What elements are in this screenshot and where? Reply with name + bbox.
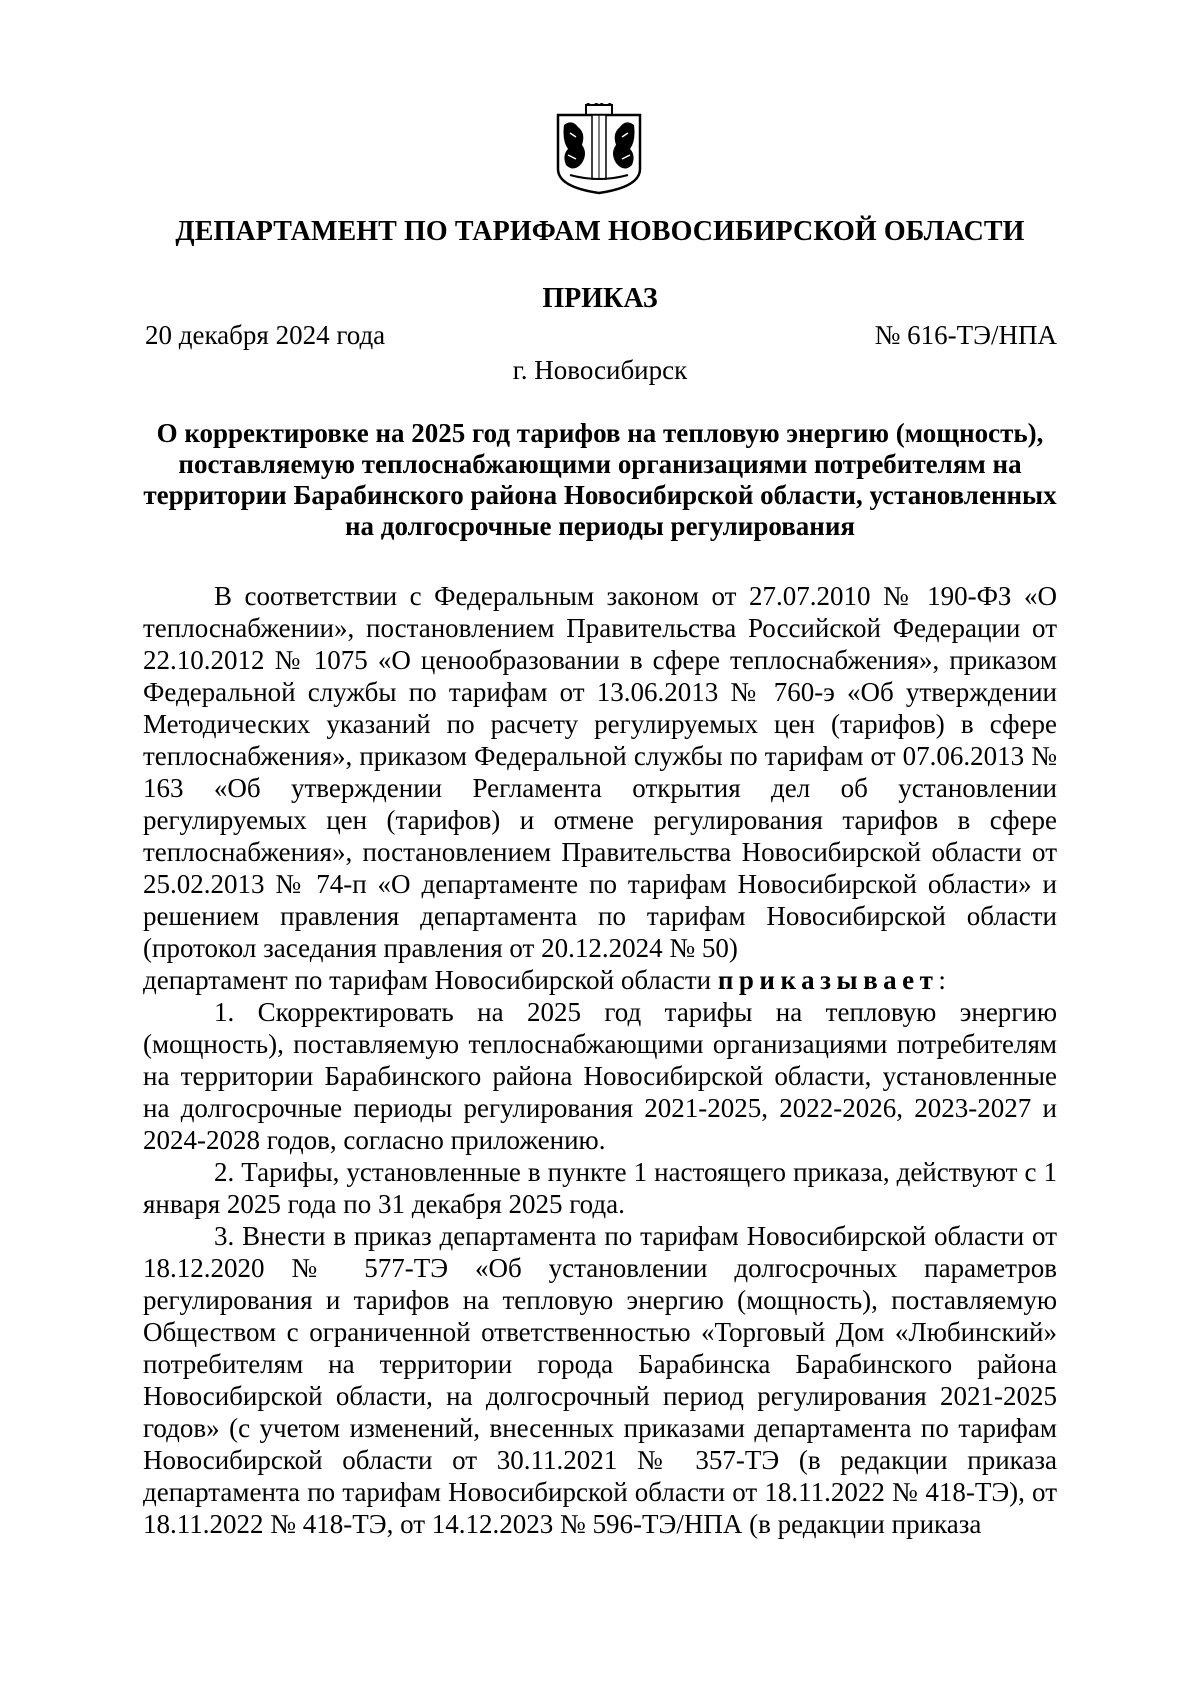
preamble-paragraph: В соответствии с Федеральным законом от 27.07.2010 № 190-ФЗ «О теплоснабжении», постановлением Правительства Российской Федерации от 22.10.2012 № 1075 «О ценообразовании в сфере теплоснабжения», приказом Федеральной службы по тарифам от 13.06.2013 № 760-э «Об утверждении Методических указаний по расчету регулируемых цен (тарифов) в сфере теплоснабжения», приказом Федеральной службы по тарифам от 07.06.2013 № 163 «Об утверждении Регламента открытия дел об установлении регулируемых цен (тарифов) и отмене регулирования тарифов в сфере теплоснабжения», постановлением Правительства Новосибирской области от 25.02.2013 № 74-п «О департаменте по тарифам Новосибирской области» и решением правления департамента по тарифам Новосибирской области (протокол заседания правления от 20.12.2024 № 50) <box>143 581 1057 963</box>
ordering-clause <box>143 964 1057 996</box>
ordering-word: приказывает <box>717 965 939 995</box>
order-body <box>143 580 1057 1540</box>
coat-of-arms-icon <box>548 103 650 195</box>
order-subject: О корректировке на 2025 год тарифов на тепловую энергию (мощность), поставляемую теплоснабжающими организациями потребителям на территории Барабинского района Новосибирской области, установленных на долгосрочные периоды регулирования <box>143 418 1057 541</box>
order-date: 20 декабря 2024 года <box>145 320 386 350</box>
order-item-1: 1. Скорректировать на 2025 год тарифы на тепловую энергию (мощность), поставляемую теплоснабжающими организациями потребителям на территории Барабинского района Новосибирской области, установленные на долгосрочные периоды регулирования 2021-2025, 2022-2026, 2023-2027 и 2024-2028 годов, согласно приложению. <box>143 997 1057 1155</box>
department-title: ДЕПАРТАМЕНТ ПО ТАРИФАМ НОВОСИБИРСКОЙ ОБЛАСТИ <box>175 216 1025 247</box>
ordering-suffix: : <box>938 965 946 995</box>
order-number: № 616-ТЭ/НПА <box>874 320 1057 350</box>
order-item-2: 2. Тарифы, установленные в пункте 1 настоящего приказа, действуют с 1 января 2025 года по 31 декабря 2025 года. <box>143 1157 1057 1219</box>
city: г. Новосибирск <box>512 355 688 385</box>
ordering-prefix: департамент по тарифам Новосибирской области <box>143 965 718 995</box>
document-type: ПРИКАЗ <box>542 283 658 314</box>
order-item-3: 3. Внести в приказ департамента по тарифам Новосибирской области от 18.12.2020 № 577-ТЭ «Об установлении долгосрочных параметров регулирования и тарифов на тепловую энергию (мощность), поставляемую Обществом с ограниченной ответственностью «Торговый Дом «Любинский» потребителям на территории города Барабинска Барабинского района Новосибирской области, на долгосрочный период регулирования 2021-2025 годов» (с учетом изменений, внесенных приказами департамента по тарифам Новосибирской области от 30.11.2021 № 357-ТЭ (в редакции приказа департамента по тарифам Новосибирской области от 18.11.2022 № 418-ТЭ), от 18.11.2022 № 418-ТЭ, от 14.12.2023 № 596-ТЭ/НПА (в редакции приказа <box>143 1221 1057 1539</box>
